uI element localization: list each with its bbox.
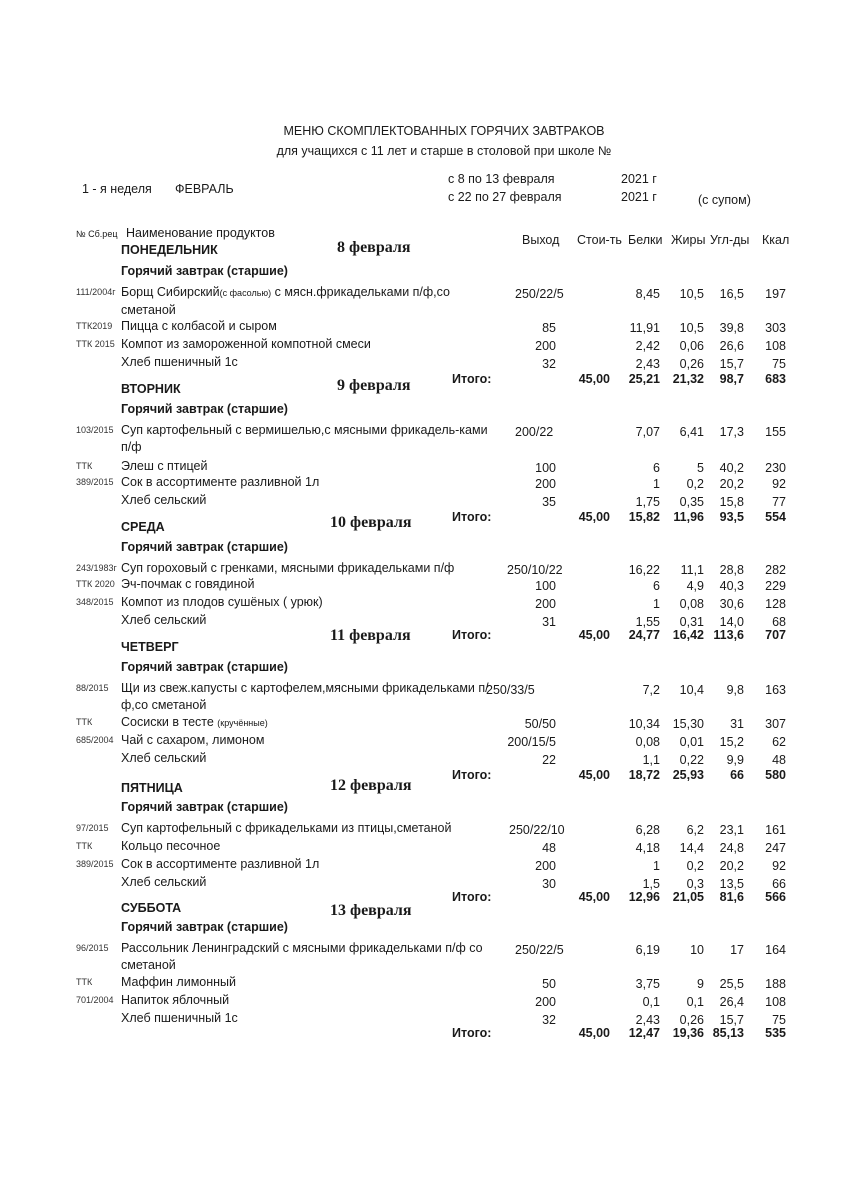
dish-name-text: Сок в ассортименте разливной 1л <box>121 857 320 871</box>
carbs-value: 23,1 <box>719 823 744 837</box>
total-fat: 21,05 <box>672 890 704 904</box>
output-value: 22 <box>542 753 556 767</box>
kcal-value: 307 <box>765 717 786 731</box>
protein-value: 1 <box>653 859 660 873</box>
carbs-value: 9,9 <box>726 753 744 767</box>
protein-value: 2,43 <box>635 1013 660 1027</box>
total-carbs: 85,13 <box>712 1026 744 1040</box>
dish-name-text: Компот из плодов сушёных ( урюк) <box>121 595 323 609</box>
dish-name-text: Чай с сахаром, лимоном <box>121 733 265 747</box>
dish-name-note: (кручённые) <box>217 718 268 728</box>
total-fat: 25,93 <box>672 768 704 782</box>
fat-value: 10,5 <box>679 321 704 335</box>
col-protein-header: Белки <box>628 233 663 247</box>
recipe-code: 685/2004 <box>76 735 114 745</box>
dish-name-text: Напиток яблочный <box>121 993 230 1007</box>
protein-value: 1,75 <box>635 495 660 509</box>
carbs-value: 16,5 <box>719 287 744 301</box>
recipe-code: 103/2015 <box>76 425 114 435</box>
kcal-value: 197 <box>765 287 786 301</box>
protein-value: 1,5 <box>642 877 660 891</box>
soup-note: (с супом) <box>698 193 751 207</box>
output-value: 250/10/22 <box>507 563 563 577</box>
fat-value: 0,2 <box>686 859 704 873</box>
output-value: 50 <box>542 977 556 991</box>
dish-name <box>121 560 501 577</box>
output-value: 200 <box>535 339 556 353</box>
kcal-value: 163 <box>765 683 786 697</box>
day-name: СУББОТА <box>121 901 182 915</box>
recipe-code: ТТК 2020 <box>76 579 115 589</box>
protein-value: 6,19 <box>635 943 660 957</box>
dish-name <box>121 336 501 353</box>
output-value: 250/22/5 <box>515 287 564 301</box>
output-value: 32 <box>542 1013 556 1027</box>
fat-value: 14,4 <box>679 841 704 855</box>
kcal-value: 230 <box>765 461 786 475</box>
protein-value: 0,1 <box>642 995 660 1009</box>
fat-value: 11,1 <box>680 563 704 577</box>
total-protein: 12,96 <box>628 890 660 904</box>
output-value: 32 <box>542 357 556 371</box>
dish-name <box>121 992 501 1009</box>
dish-name-text: Маффин лимонный <box>121 975 237 989</box>
carbs-value: 30,6 <box>719 597 744 611</box>
output-value: 200/22 <box>515 425 554 439</box>
total-protein: 24,77 <box>628 628 660 642</box>
total-kcal: 535 <box>765 1026 786 1040</box>
output-value: 200/15/5 <box>507 735 556 749</box>
protein-value: 6 <box>653 461 660 475</box>
day-name: ПЯТНИЦА <box>121 781 183 795</box>
total-carbs: 81,6 <box>719 890 744 904</box>
day-date: 13 февраля <box>330 902 412 919</box>
dish-name-note: (с фасолью) <box>219 288 272 298</box>
year-1: 2021 г <box>621 172 657 186</box>
month-label: ФЕВРАЛЬ <box>175 182 234 196</box>
carbs-value: 13,5 <box>719 877 744 891</box>
dish-name <box>121 940 501 974</box>
carbs-value: 40,3 <box>719 579 744 593</box>
carbs-value: 26,4 <box>719 995 744 1009</box>
total-kcal: 566 <box>765 890 786 904</box>
output-value: 250/22/10 <box>509 823 565 837</box>
protein-value: 8,45 <box>635 287 660 301</box>
total-carbs: 93,5 <box>719 510 744 524</box>
output-value: 85 <box>542 321 556 335</box>
total-kcal: 554 <box>765 510 786 524</box>
protein-value: 2,43 <box>635 357 660 371</box>
total-label: Итого: <box>452 372 492 386</box>
dish-name <box>121 1010 501 1027</box>
col-output-header: Выход <box>522 233 560 247</box>
fat-value: 0,22 <box>679 753 704 767</box>
output-value: 50/50 <box>524 717 556 731</box>
dish-name-text: Эч-почмак с говядиной <box>121 577 255 591</box>
output-value: 100 <box>535 579 556 593</box>
protein-value: 1 <box>653 597 660 611</box>
col-fat-header: Жиры <box>671 233 706 247</box>
dish-name-text: Щи из свеж.капусты с картофелем,мясными фрикадельками п/ф,со сметаной <box>121 681 489 712</box>
recipe-code: 389/2015 <box>76 477 114 487</box>
kcal-value: 164 <box>765 943 786 957</box>
protein-value: 4,18 <box>635 841 660 855</box>
dish-name <box>121 318 501 335</box>
recipe-code: ТТК2019 <box>76 321 113 331</box>
carbs-value: 40,2 <box>719 461 744 475</box>
col-cost-header: Стои-ть <box>577 233 622 247</box>
dish-name-text: Рассольник Ленинградский с мясными фрикадельками п/ф со сметаной <box>121 941 483 972</box>
dish-name <box>121 354 501 371</box>
protein-value: 10,34 <box>628 717 660 731</box>
output-value: 200 <box>535 995 556 1009</box>
protein-value: 7,2 <box>642 683 660 697</box>
total-protein: 15,82 <box>628 510 660 524</box>
recipe-code: ТТК <box>76 841 93 851</box>
fat-value: 0,06 <box>679 339 704 353</box>
protein-value: 3,75 <box>635 977 660 991</box>
fat-value: 10 <box>690 943 704 957</box>
output-value: 200 <box>535 597 556 611</box>
recipe-code: 389/2015 <box>76 859 114 869</box>
kcal-value: 48 <box>772 753 786 767</box>
col-name-header: Наименование продуктов <box>126 226 275 240</box>
meal-label: Горячий завтрак (старшие) <box>121 402 288 416</box>
dish-name <box>121 576 501 593</box>
fat-value: 15,30 <box>672 717 704 731</box>
kcal-value: 92 <box>772 477 786 491</box>
kcal-value: 303 <box>765 321 786 335</box>
fat-value: 0,2 <box>686 477 704 491</box>
kcal-value: 108 <box>765 339 786 353</box>
carbs-value: 28,8 <box>719 563 744 577</box>
dish-name-rest: с мясн.фрикадельками п/ф,со сметаной <box>121 285 450 317</box>
dish-name-text: Суп картофельный с вермишелью,с мясными фрикадель-ками п/ф <box>121 423 488 454</box>
recipe-code: ТТК <box>76 461 93 471</box>
total-label: Итого: <box>452 768 492 782</box>
fat-value: 0,35 <box>679 495 704 509</box>
recipe-code: ТТК <box>76 717 93 727</box>
meal-label: Горячий завтрак (старшие) <box>121 264 288 278</box>
output-value: 30 <box>542 877 556 891</box>
dish-name-text: Суп картофельный с фрикадельками из птицы,сметаной <box>121 821 452 835</box>
total-carbs: 66 <box>730 768 744 782</box>
carbs-value: 20,2 <box>719 859 744 873</box>
dish-name-text: Сосиски в тесте <box>121 715 218 729</box>
fat-value: 9 <box>697 977 704 991</box>
output-value: 48 <box>542 841 556 855</box>
dish-name-text: Суп гороховый с гренками, мясными фрикадельками п/ф <box>121 561 455 575</box>
fat-value: 0,01 <box>679 735 704 749</box>
dish-name-text: Элеш с птицей <box>121 459 208 473</box>
dish-name <box>121 750 501 767</box>
dish-name <box>121 458 501 475</box>
kcal-value: 155 <box>765 425 786 439</box>
dish-name <box>121 474 501 491</box>
output-value: 100 <box>535 461 556 475</box>
total-fat: 21,32 <box>672 372 704 386</box>
day-name: ВТОРНИК <box>121 382 181 396</box>
output-value: 250/33/5 <box>486 683 535 697</box>
protein-value: 16,22 <box>628 563 660 577</box>
dish-name <box>121 874 501 891</box>
dish-name <box>121 492 501 509</box>
total-carbs: 98,7 <box>719 372 744 386</box>
recipe-code: 111/2004г <box>76 287 116 297</box>
carbs-value: 26,6 <box>719 339 744 353</box>
total-cost: 45,00 <box>578 510 610 524</box>
output-value: 200 <box>535 859 556 873</box>
output-value: 35 <box>542 495 556 509</box>
carbs-value: 15,2 <box>719 735 744 749</box>
protein-value: 1,1 <box>642 753 660 767</box>
dish-name-text: Хлеб сельский <box>121 493 207 507</box>
dish-name-text: Кольцо песочное <box>121 839 221 853</box>
dish-name <box>121 680 501 714</box>
dish-name <box>121 974 501 991</box>
total-cost: 45,00 <box>578 890 610 904</box>
kcal-value: 75 <box>772 1013 786 1027</box>
total-kcal: 683 <box>765 372 786 386</box>
protein-value: 0,08 <box>635 735 660 749</box>
kcal-value: 92 <box>772 859 786 873</box>
dish-name-text: Хлеб пшеничный 1с <box>121 355 238 369</box>
period-2: с 22 по 27 февраля <box>448 190 562 204</box>
fat-value: 0,26 <box>679 357 704 371</box>
meal-label: Горячий завтрак (старшие) <box>121 920 288 934</box>
fat-value: 0,26 <box>679 1013 704 1027</box>
total-fat: 19,36 <box>672 1026 704 1040</box>
recipe-code: 88/2015 <box>76 683 109 693</box>
kcal-value: 75 <box>772 357 786 371</box>
dish-name-text: Компот из замороженной компотной смеси <box>121 337 371 351</box>
total-carbs: 113,6 <box>713 628 744 642</box>
recipe-code: 243/1983г <box>76 563 117 573</box>
dish-name-text: Хлеб пшеничный 1с <box>121 1011 238 1025</box>
recipe-code: ТТК 2015 <box>76 339 115 349</box>
total-cost: 45,00 <box>578 1026 610 1040</box>
total-kcal: 707 <box>765 628 786 642</box>
carbs-value: 9,8 <box>726 683 744 697</box>
day-name: ПОНЕДЕЛЬНИК <box>121 243 218 257</box>
fat-value: 0,31 <box>679 615 704 629</box>
protein-value: 6 <box>653 579 660 593</box>
dish-name-text: Сок в ассортименте разливной 1л <box>121 475 320 489</box>
protein-value: 1,55 <box>635 615 660 629</box>
kcal-value: 66 <box>772 877 786 891</box>
fat-value: 4,9 <box>686 579 704 593</box>
kcal-value: 108 <box>765 995 786 1009</box>
total-protein: 18,72 <box>628 768 660 782</box>
day-date: 12 февраля <box>330 777 412 794</box>
dish-name <box>121 856 501 873</box>
dish-name-text: Пицца с колбасой и сыром <box>121 319 277 333</box>
output-value: 250/22/5 <box>515 943 564 957</box>
protein-value: 11,91 <box>629 321 660 335</box>
carbs-value: 31 <box>730 717 744 731</box>
carbs-value: 15,7 <box>719 357 744 371</box>
protein-value: 2,42 <box>635 339 660 353</box>
dish-name <box>121 714 501 732</box>
kcal-value: 161 <box>765 823 786 837</box>
output-value: 200 <box>535 477 556 491</box>
kcal-value: 77 <box>772 495 786 509</box>
recipe-code: ТТК <box>76 977 93 987</box>
total-fat: 11,96 <box>673 510 704 524</box>
carbs-value: 39,8 <box>719 321 744 335</box>
day-name: ЧЕТВЕРГ <box>121 640 179 654</box>
total-cost: 45,00 <box>578 628 610 642</box>
recipe-code: 701/2004 <box>76 995 114 1005</box>
carbs-value: 15,8 <box>719 495 744 509</box>
dish-name <box>121 594 501 611</box>
dish-name <box>121 422 501 456</box>
kcal-value: 247 <box>765 841 786 855</box>
fat-value: 10,5 <box>679 287 704 301</box>
kcal-value: 229 <box>765 579 786 593</box>
fat-value: 10,4 <box>679 683 704 697</box>
total-label: Итого: <box>452 1026 492 1040</box>
kcal-value: 282 <box>765 563 786 577</box>
fat-value: 0,1 <box>686 995 704 1009</box>
total-protein: 25,21 <box>628 372 660 386</box>
total-cost: 45,00 <box>578 768 610 782</box>
total-label: Итого: <box>452 890 492 904</box>
col-code-header: № Сб.рец <box>76 229 118 239</box>
protein-value: 7,07 <box>635 425 660 439</box>
dish-name-text: Хлеб сельский <box>121 613 207 627</box>
dish-name <box>121 838 501 855</box>
day-date: 10 февраля <box>330 514 412 531</box>
total-label: Итого: <box>452 510 492 524</box>
meal-label: Горячий завтрак (старшие) <box>121 660 288 674</box>
carbs-value: 25,5 <box>719 977 744 991</box>
carbs-value: 15,7 <box>719 1013 744 1027</box>
fat-value: 6,2 <box>686 823 704 837</box>
dish-name <box>121 612 501 629</box>
carbs-value: 20,2 <box>719 477 744 491</box>
carbs-value: 24,8 <box>719 841 744 855</box>
day-date: 8 февраля <box>337 239 411 256</box>
protein-value: 1 <box>653 477 660 491</box>
day-date: 9 февраля <box>337 377 411 394</box>
dish-name-text: Хлеб сельский <box>121 875 207 889</box>
kcal-value: 188 <box>765 977 786 991</box>
dish-name <box>121 284 501 319</box>
total-label: Итого: <box>452 628 492 642</box>
dish-name <box>121 732 501 749</box>
document-subtitle: для учащихся с 11 лет и старше в столовой при школе № <box>276 144 612 158</box>
dish-name <box>121 820 501 837</box>
total-fat: 16,42 <box>672 628 704 642</box>
fat-value: 5 <box>697 461 704 475</box>
recipe-code: 97/2015 <box>76 823 109 833</box>
day-date: 11 февраля <box>330 627 411 644</box>
protein-value: 6,28 <box>635 823 660 837</box>
document-title: МЕНЮ СКОМПЛЕКТОВАННЫХ ГОРЯЧИХ ЗАВТРАКОВ <box>283 124 605 138</box>
carbs-value: 17,3 <box>719 425 744 439</box>
week-label: 1 - я неделя <box>82 182 152 196</box>
period-1: с 8 по 13 февраля <box>448 172 555 186</box>
dish-name-text: Хлеб сельский <box>121 751 207 765</box>
fat-value: 0,08 <box>679 597 704 611</box>
total-protein: 12,47 <box>628 1026 660 1040</box>
day-name: СРЕДА <box>121 520 165 534</box>
kcal-value: 62 <box>772 735 786 749</box>
dish-name-text: Борщ Сибирский <box>121 285 220 299</box>
col-kcal-header: Ккал <box>762 233 790 247</box>
kcal-value: 68 <box>772 615 786 629</box>
total-cost: 45,00 <box>578 372 610 386</box>
fat-value: 6,41 <box>679 425 704 439</box>
output-value: 31 <box>542 615 556 629</box>
col-carbs-header: Угл-ды <box>710 233 750 247</box>
carbs-value: 17 <box>730 943 744 957</box>
total-kcal: 580 <box>765 768 786 782</box>
meal-label: Горячий завтрак (старшие) <box>121 800 288 814</box>
meal-label: Горячий завтрак (старшие) <box>121 540 288 554</box>
recipe-code: 348/2015 <box>76 597 114 607</box>
fat-value: 0,3 <box>686 877 704 891</box>
year-2: 2021 г <box>621 190 657 204</box>
carbs-value: 14,0 <box>719 615 744 629</box>
recipe-code: 96/2015 <box>76 943 109 953</box>
kcal-value: 128 <box>765 597 786 611</box>
